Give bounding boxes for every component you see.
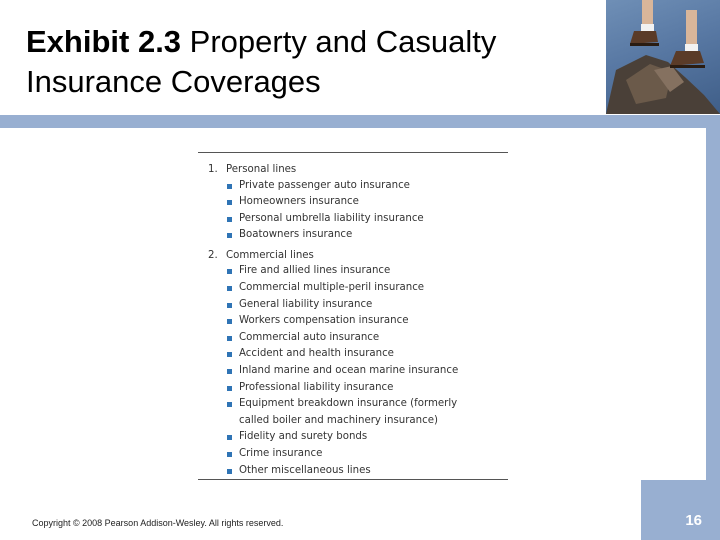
section-number: 2. [208,249,218,261]
hiker-photo-illustration [606,0,720,114]
square-bullet-icon [227,269,232,274]
slide-title-text: Property and Casualty Insurance Coverages [26,24,497,99]
section-number: 1. [208,163,218,175]
square-bullet-icon [227,452,232,457]
square-bullet-icon [227,435,232,440]
coverage-list [198,263,508,479]
hiker-on-rock-photo [606,0,720,114]
square-bullet-icon [227,402,232,407]
section-commercial-lines [198,247,508,479]
square-bullet-icon [227,200,232,205]
list-item: Homeowners insurance [198,194,508,211]
section-heading [198,247,508,264]
list-item: Professional liability insurance [198,380,508,397]
coverage-exhibit [198,152,508,480]
list-item: Boatowners insurance [198,227,508,244]
slide-title [26,22,586,102]
page-number-box [641,480,720,540]
copyright-notice: Copyright © 2008 Pearson Addison-Wesley. All rights reserved. [32,518,284,528]
square-bullet-icon [227,184,232,189]
right-accent-bar [706,128,720,480]
list-item: Crime insurance [198,446,508,463]
slide-title-bold: Exhibit 2.3 [26,24,182,59]
header-accent-band [0,115,720,128]
list-item: Private passenger auto insurance [198,178,508,195]
section-heading [198,161,508,178]
list-item: Inland marine and ocean marine insurance [198,363,508,380]
square-bullet-icon [227,336,232,341]
coverage-list [198,178,508,244]
list-item: General liability insurance [198,297,508,314]
list-item: Commercial multiple-peril insurance [198,280,508,297]
list-item: Personal umbrella liability insurance [198,211,508,228]
section-personal-lines [198,161,508,244]
square-bullet-icon [227,303,232,308]
section-label: Personal lines [226,163,297,175]
list-item: Fidelity and surety bonds [198,429,508,446]
list-item: Fire and allied lines insurance [198,263,508,280]
page-number: 16 [685,512,702,529]
square-bullet-icon [227,386,232,391]
list-item: Accident and health insurance [198,346,508,363]
square-bullet-icon [227,233,232,238]
section-label: Commercial lines [226,249,314,261]
list-item: Workers compensation insurance [198,313,508,330]
list-item: Equipment breakdown insurance (formerly called boiler and machinery insurance) [198,396,508,429]
square-bullet-icon [227,352,232,357]
square-bullet-icon [227,469,232,474]
square-bullet-icon [227,369,232,374]
square-bullet-icon [227,319,232,324]
list-item: Commercial auto insurance [198,330,508,347]
list-item: Other miscellaneous lines [198,463,508,480]
square-bullet-icon [227,286,232,291]
square-bullet-icon [227,217,232,222]
